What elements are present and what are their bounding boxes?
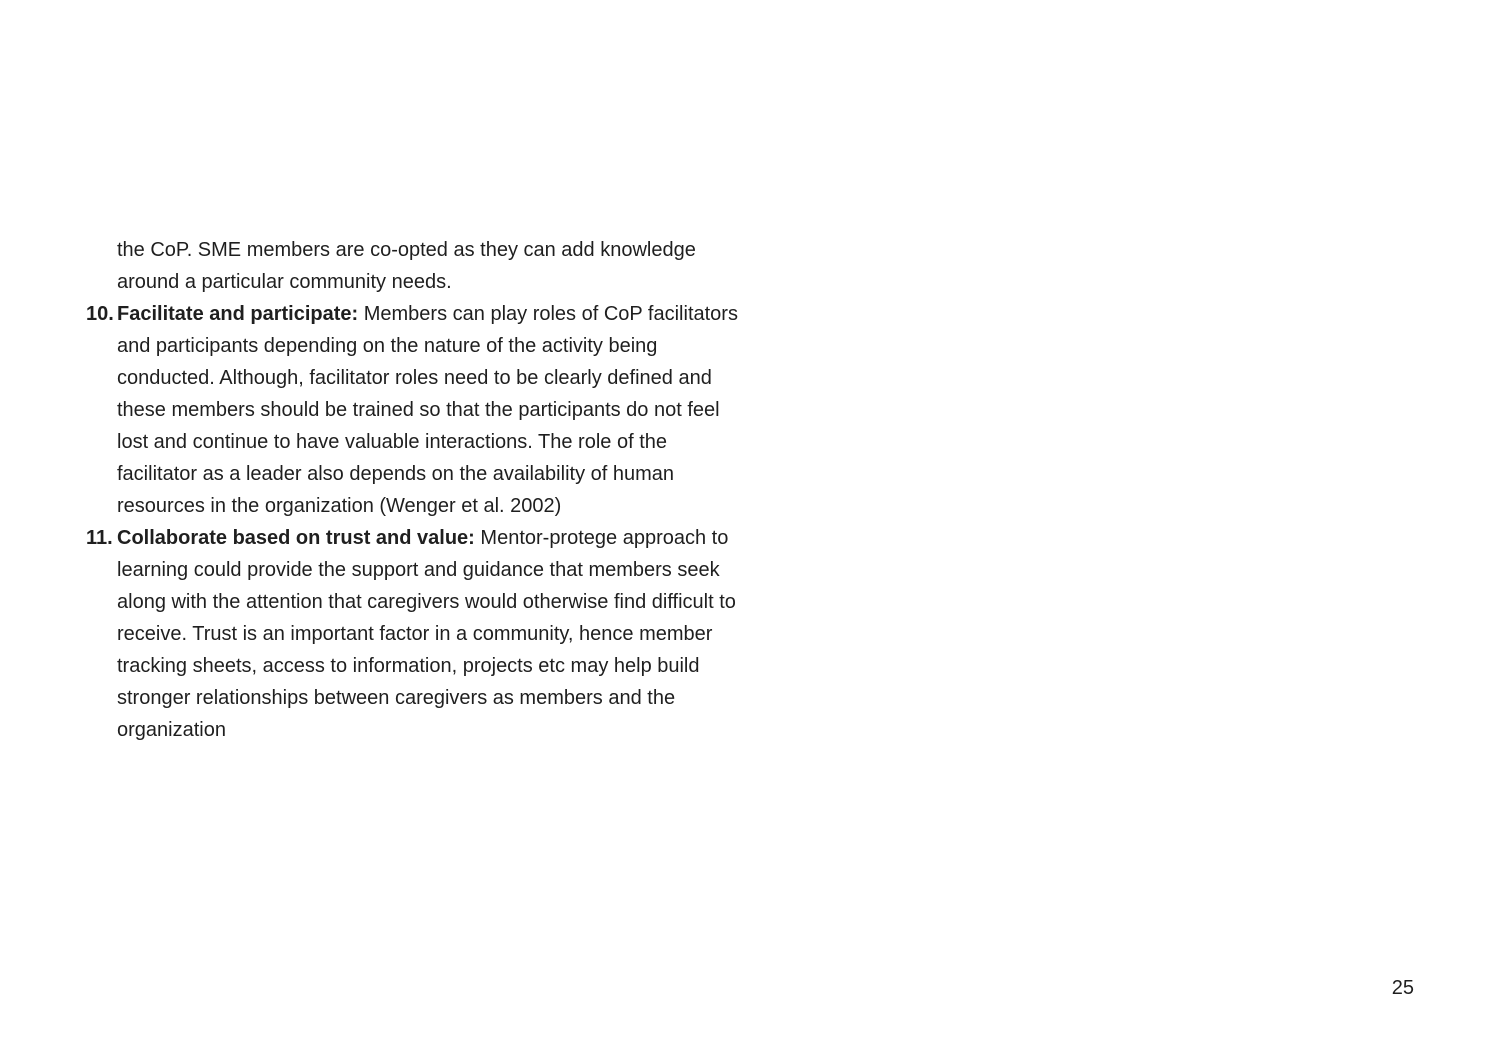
list-item-term: Facilitate and participate:: [117, 303, 359, 325]
list-item-text: Mentor-protege approach to learning could provide the support and guidance that members seek along with the attention that caregivers would otherwise find difficult to receive. Trust is an important factor in a community, hence member tracking sheets, access to information, projects etc may help build stronger relationships between caregivers as members and the organization: [117, 527, 736, 741]
continuation-paragraph: the CoP. SME members are co-opted as they can add knowledge around a particular community needs.: [117, 239, 696, 293]
list-item: [86, 522, 746, 746]
list-item-term: Collaborate based on trust and value:: [117, 527, 475, 549]
list-item-text: Members can play roles of CoP facilitators and participants depending on the nature of the activity being conducted. Although, facilitator roles need to be clearly defined and these members should be trained so that the participants do not feel lost and continue to have valuable interactions. The role of the facilitator as a leader also depends on the availability of human resources in the organization (Wenger et al. 2002): [117, 303, 738, 517]
list-item: [86, 298, 746, 522]
list-item-body: [117, 522, 746, 746]
page-number: 25: [1391, 977, 1414, 999]
list-item-number: 10.: [86, 303, 114, 325]
list-item-body: [117, 298, 746, 522]
document-body: [86, 234, 746, 746]
list-item-number: 11.: [86, 527, 113, 549]
